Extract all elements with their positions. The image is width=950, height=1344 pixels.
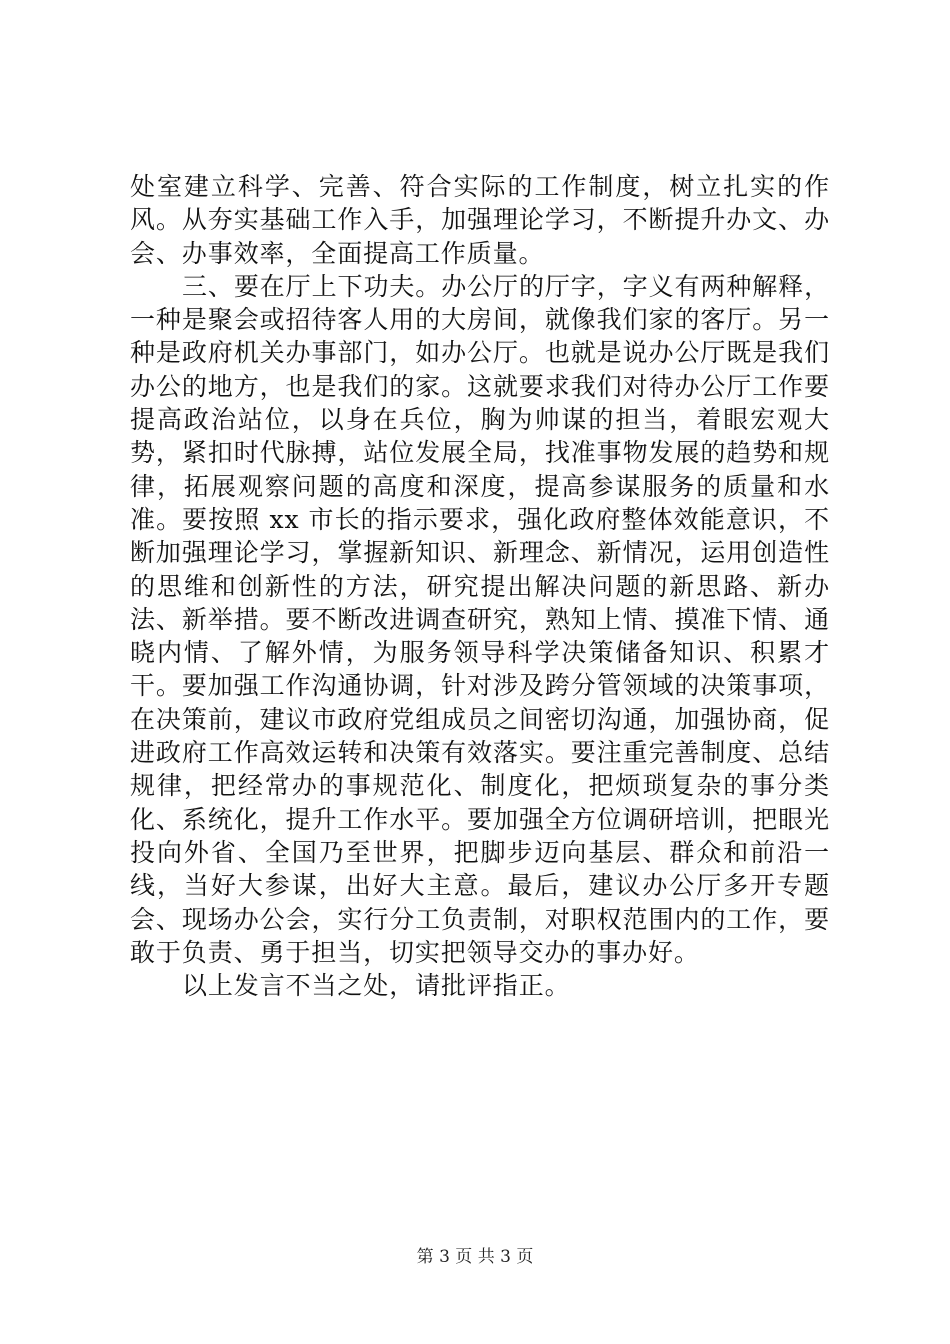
paragraph-section-three: 三、要在厅上下功夫。办公厅的厅字，字义有两种解释，一种是聚会或招待客人用的大房间，就像我们家的客厅。另一种是政府机关办事部门，如办公厅。也就是说办公厅既是我们办公的地方，也是我们的家。这就要求我们对待办公厅工作要提高政治站位，以身在兵位，胸为帅谋的担当，着眼宏观大势，紧扣时代脉搏，站位发展全局，找准事物发展的趋势和规律，拓展观察问题的高度和深度，提高参谋服务的质量和水准。要按照 xx 市长的指示要求，强化政府整体效能意识，不断加强理论学习，掌握新知识、新理念、新情况，运用创造性的思维和创新性的方法，研究提出解决问题的新思路、新办法、新举措。要不断改进调查研究，熟知上情、摸准下情、通晓内情、了解外情，为服务领导科学决策储备知识、积累才干。要加强工作沟通协调，针对涉及跨分管领域的决策事项，在决策前，建议市政府党组成员之间密切沟通，加强协商，促进政府工作高效运转和决策有效落实。要注重完善制度、总结规律，把经常办的事规范化、制度化，把烦琐复杂的事分类化、系统化，提升工作水平。要加强全方位调研培训，把眼光投向外省、全国乃至世界，把脚步迈向基层、群众和前沿一线，当好大参谋，出好大主意。最后，建议办公厅多开专题会、现场办公会，实行分工负责制，对职权范围内的工作，要敢于负责、勇于担当，切实把领导交办的事办好。 [130,271,830,967]
paragraph-continuation: 处室建立科学、完善、符合实际的工作制度，树立扎实的作风。从夯实基础工作入手，加强理论学习，不断提升办文、办会、办事效率，全面提高工作质量。 [130,172,830,268]
paragraph-closing: 以上发言不当之处，请批评指正。 [182,971,571,1001]
document-body [130,170,830,1002]
page-number-footer: 第 3 页 共 3 页 [416,1247,534,1267]
